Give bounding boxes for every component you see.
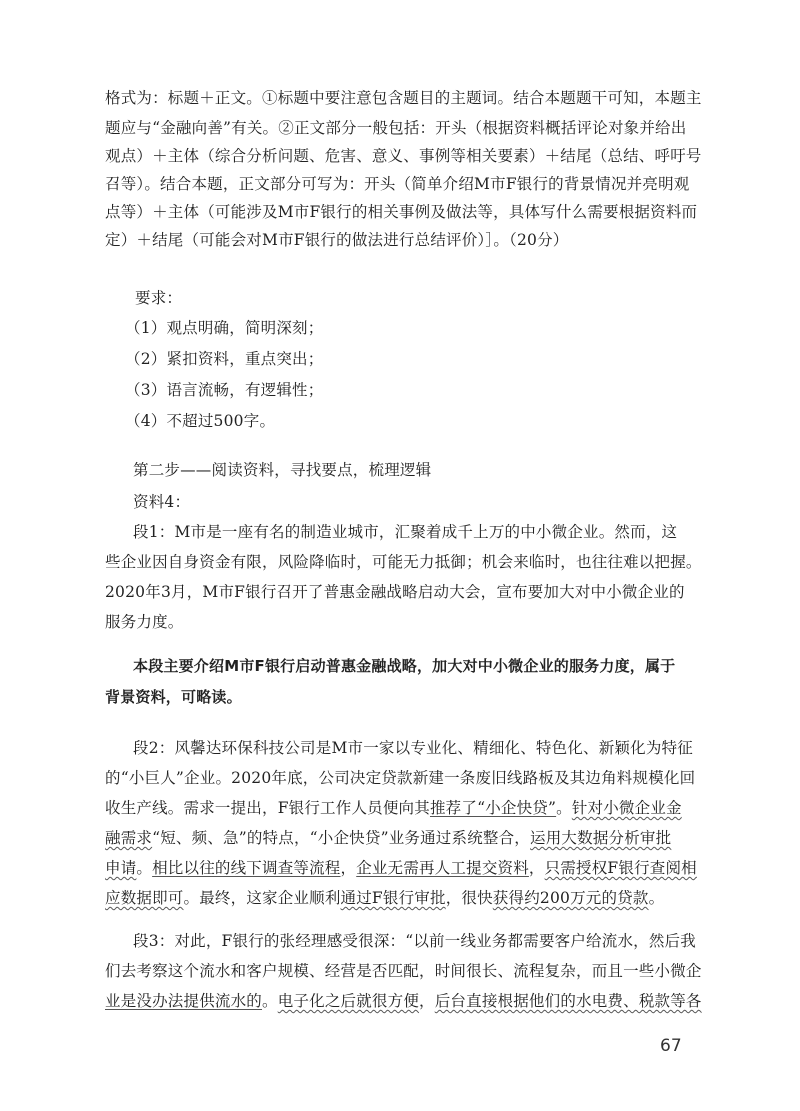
wavy-underlined-phrase: 针对小微企业金 bbox=[571, 799, 682, 817]
para2-text: 。 bbox=[556, 799, 572, 817]
wavy-underlined-phrase: 获得约200万元的贷款 bbox=[492, 889, 649, 907]
requirements-title: 要求： bbox=[135, 289, 183, 307]
paragraph-3 bbox=[105, 931, 702, 1021]
wavy-underlined-phrase: 后台直接根据他们的水电费、税款等各 bbox=[434, 992, 702, 1010]
underlined-phrase: 推荐了“小企快贷” bbox=[429, 799, 557, 817]
paragraph-1 bbox=[105, 522, 702, 642]
para2-line bbox=[105, 858, 697, 888]
para1-line: 服务力度。 bbox=[105, 613, 184, 631]
step2-heading: 第二步——阅读资料，寻找要点，梳理逻辑 bbox=[133, 461, 432, 479]
para2-text: 。 bbox=[648, 889, 665, 907]
para2-line bbox=[105, 888, 685, 918]
para2-line: 的“小巨人”企业。2020年底，公司决定贷款新建一条废旧线路板及其边角料规模化回 bbox=[105, 769, 696, 787]
para2-line: 段2：风馨达环保科技公司是M市一家以专业化、精细化、特色化、新颖化为特征 bbox=[133, 739, 693, 757]
para2-text: 收生产线。需求一提出，F银行工作人员便向其 bbox=[105, 799, 430, 817]
para3-line bbox=[105, 991, 702, 1021]
underlined-phrase: 企业无需再人工提交资料 bbox=[356, 859, 529, 877]
intro-line: 题应与“金融向善”有关。②正文部分一般包括：开头（根据资料概括评论对象并给出 bbox=[105, 119, 687, 137]
page-number: 67 bbox=[660, 1036, 682, 1056]
requirement-item: （4）不超过500字。 bbox=[125, 412, 276, 430]
para1-line: 2020年3月，M市F银行召开了普惠金融战略启动大会，宣布要加大对中小微企业的 bbox=[105, 583, 685, 601]
para2-line bbox=[105, 798, 685, 828]
para3-text: ， bbox=[419, 992, 435, 1010]
wavy-underlined-phrase: 只需授权F银行查阅相 bbox=[544, 859, 697, 877]
requirements-section bbox=[135, 288, 715, 318]
intro-line: 定）＋结尾（可能会对M市F银行的做法进行总结评价）］。（20分） bbox=[105, 231, 569, 249]
wavy-underlined-phrase: 运用大数据分析审批 bbox=[530, 829, 672, 847]
requirement-item: （3）语言流畅，有逻辑性； bbox=[125, 381, 324, 399]
para2-text: ， bbox=[340, 859, 357, 877]
para1-line: 些企业因自身资金有限，风险降临时，可能无力抵御；机会来临时，也往往难以把握。 bbox=[105, 553, 702, 571]
note1-line: 本段主要介绍M市F银行启动普惠金融战略，加大对中小微企业的服务力度，属于 bbox=[133, 657, 676, 675]
para2-text: 。 bbox=[136, 859, 153, 877]
intro-line: 观点）＋主体（综合分析问题、危害、意义、事例等相关要素）＋结尾（总结、呼吁号 bbox=[105, 147, 702, 165]
para2-line bbox=[105, 828, 685, 858]
wavy-underlined-phrase: 融需求 bbox=[105, 829, 153, 847]
requirement-item: （2）紧扣资料，重点突出； bbox=[125, 350, 324, 368]
para3-line: 们去考察这个流水和客户规模、经营是否匹配，时间很长、流程复杂，而且一些小微企 bbox=[105, 962, 702, 980]
intro-section bbox=[105, 88, 702, 258]
note1-line: 背景资料，可略读。 bbox=[105, 688, 242, 706]
material-label: 资料4： bbox=[133, 493, 191, 511]
wavy-underlined-phrase: 通过F银行审批 bbox=[340, 889, 446, 907]
underlined-phrase: 业是没办法提供流水的 bbox=[105, 992, 263, 1010]
para2-text: ，很快 bbox=[445, 889, 493, 907]
para3-text: 。 bbox=[262, 992, 278, 1010]
para2-text: 。最终，这家企业顺利 bbox=[183, 889, 341, 907]
para1-line: 段1：M市是一座有名的制造业城市，汇聚着成千上万的中小微企业。然而，这 bbox=[133, 523, 678, 541]
requirements-list bbox=[125, 318, 705, 442]
requirement-item: （1）观点明确，简明深刻； bbox=[125, 319, 324, 337]
step2-section bbox=[133, 460, 713, 522]
wavy-underlined-phrase: 申请 bbox=[105, 859, 137, 877]
analysis-note-1 bbox=[105, 656, 685, 718]
paragraph-2 bbox=[105, 738, 697, 918]
underlined-phrase: 相比以往的线下调查等流程 bbox=[152, 859, 341, 877]
wavy-underlined-phrase: 电子化之后就很方便 bbox=[277, 992, 420, 1010]
para2-text: ， bbox=[528, 859, 545, 877]
intro-line: 点等）＋主体（可能涉及M市F银行的相关事例及做法等，具体写什么需要根据资料而 bbox=[105, 203, 698, 221]
para2-text: “短、频、急”的特点，“小企快贷”业务通过系统整合， bbox=[152, 829, 531, 847]
wavy-underlined-phrase: 应数据即可 bbox=[105, 889, 184, 907]
intro-line: 召等）。结合本题，正文部分可写为：开头（简单介绍M市F银行的背景情况并亮明观 bbox=[105, 175, 690, 193]
para3-line: 段3：对此，F银行的张经理感受很深：“以前一线业务都需要客户给流水，然后我 bbox=[133, 932, 696, 950]
intro-line: 格式为：标题＋正文。①标题中要注意包含题目的主题词。结合本题题干可知，本题主 bbox=[105, 89, 702, 107]
